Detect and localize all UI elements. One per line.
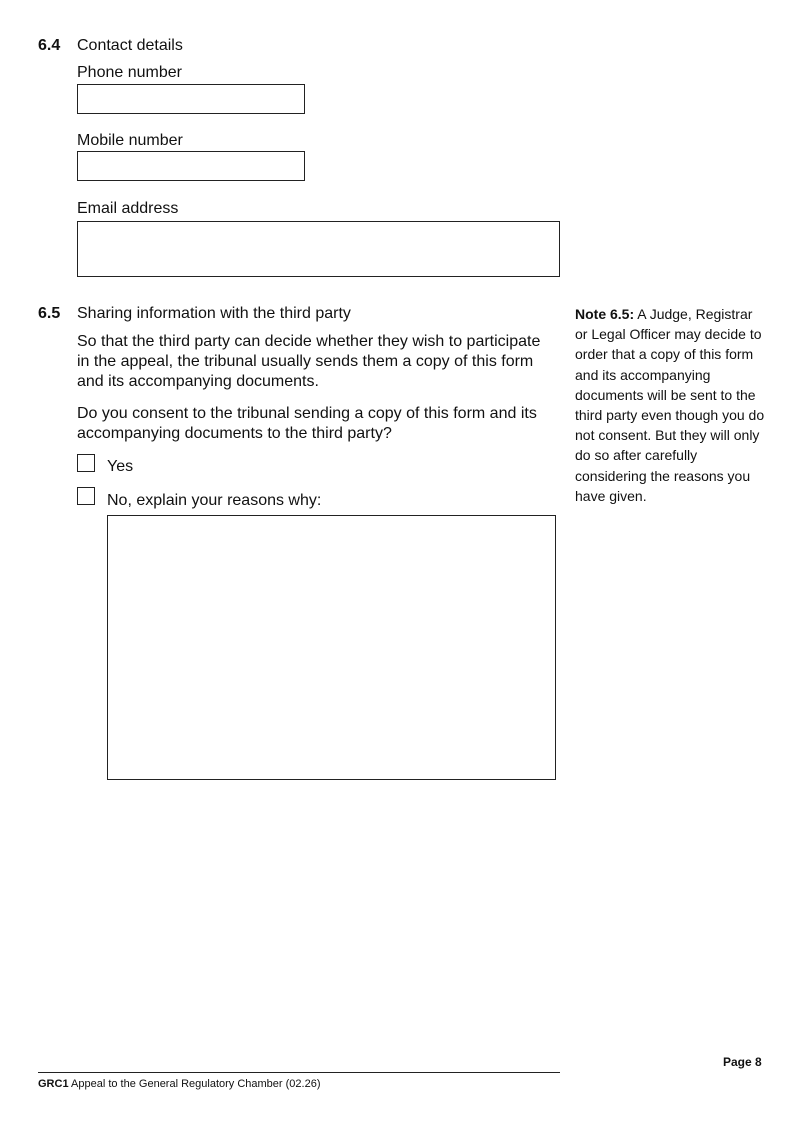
footer-form-title: [38, 1078, 321, 1090]
footer-form-code: GRC1: [38, 1078, 69, 1090]
section-number-6-4: 6.4: [38, 37, 61, 54]
note-6-5-label: Note 6.5:: [575, 306, 635, 322]
consent-yes-checkbox[interactable]: [77, 454, 95, 472]
email-address-field[interactable]: [77, 221, 560, 277]
sharing-explanation-paragraph: So that the third party can decide whether they wish to participate in the appeal, the tribunal usually sends them a copy of this form and its accompanying documents.: [77, 333, 541, 390]
section-title-sharing-information: Sharing information with the third party: [77, 305, 351, 322]
note-6-5-text: A Judge, Registrar or Legal Officer may decide to order that a copy of this form and its accompanying documents will be sent to the third party even though you do not consent. But they will only do so after carefully considering the reasons you have given.: [575, 306, 765, 504]
consent-no-label: No, explain your reasons why:: [107, 492, 322, 509]
page-number: Page 8: [723, 1055, 762, 1069]
section-title-contact-details: Contact details: [77, 37, 183, 54]
footer-divider: [38, 1072, 560, 1073]
phone-number-field[interactable]: [77, 84, 305, 114]
mobile-number-field[interactable]: [77, 151, 305, 181]
note-6-5: [575, 304, 765, 506]
section-number-6-5: 6.5: [38, 305, 61, 322]
footer-form-name: Appeal to the General Regulatory Chamber (02.26): [68, 1078, 321, 1090]
phone-number-label: Phone number: [77, 64, 182, 81]
consent-question-paragraph: Do you consent to the tribunal sending a copy of this form and its accompanying documents to the third party?: [77, 405, 537, 442]
consent-yes-label: Yes: [107, 458, 134, 475]
mobile-number-label: Mobile number: [77, 132, 183, 149]
reasons-text-area[interactable]: [107, 515, 556, 780]
email-address-label: Email address: [77, 200, 179, 217]
consent-no-checkbox[interactable]: [77, 487, 95, 505]
